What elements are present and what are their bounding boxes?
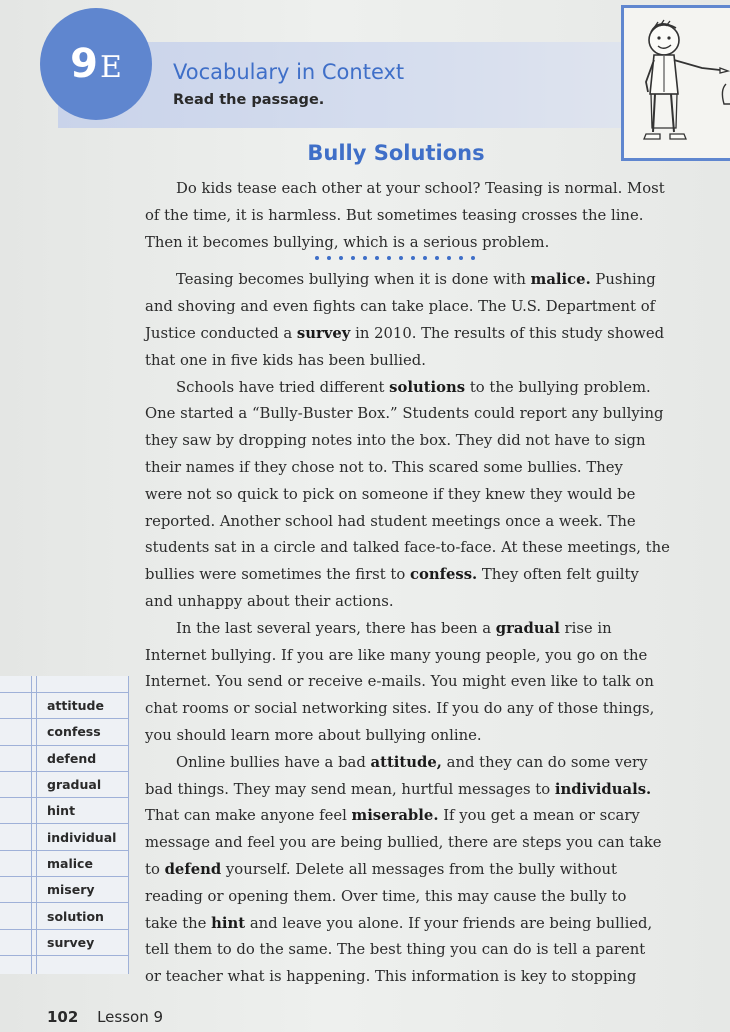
cartoon-boy-pointing-icon: [624, 8, 730, 148]
word-bank-item: confess: [0, 719, 128, 745]
passage-line: That can make anyone feel miserable. If you get a mean or scary: [145, 807, 640, 825]
passage-line: reading or opening them. Over time, this may cause the bully to: [145, 887, 627, 905]
vocab-word: defend: [164, 860, 222, 878]
badge-letter: E: [99, 49, 122, 85]
vocab-word: confess.: [409, 566, 478, 584]
passage-line: of the time, it is harmless. But sometimes teasing crosses the line.: [145, 206, 644, 224]
passage-line: chat rooms or social networking sites. If you do any of those things,: [145, 700, 655, 718]
passage-line: bad things. They may send mean, hurtful messages to individuals.: [145, 780, 652, 798]
vocab-word: attitude,: [370, 753, 442, 771]
cartoon-illustration: [621, 5, 730, 161]
passage-line: take the hint and leave you alone. If your friends are being bullied,: [145, 914, 653, 932]
passage-line: Then it becomes bullying, which is a serious problem.: [145, 233, 550, 251]
passage-line: Justice conducted a survey in 2010. The results of this study showed: [145, 324, 665, 342]
vocab-word: malice.: [530, 271, 591, 289]
word-bank-item: solution: [0, 903, 128, 929]
passage-body: [145, 176, 675, 991]
passage-line: that one in five kids has been bullied.: [145, 351, 426, 369]
word-bank-item: attitude: [0, 693, 128, 719]
passage-line: One started a “Bully-Buster Box.” Students could report any bullying: [145, 405, 664, 423]
lesson-label: Lesson 9: [97, 1008, 164, 1026]
passage-line: In the last several years, there has been a gradual rise in: [176, 619, 612, 637]
section-title: Vocabulary in Context: [173, 60, 405, 84]
word-bank-item: misery: [0, 877, 128, 903]
passage-line: Online bullies have a bad attitude, and they can do some very: [176, 753, 648, 771]
passage-line: Internet bullying. If you are like many young people, you go on the: [145, 646, 648, 664]
passage-line: Schools have tried different solutions to the bullying problem.: [176, 378, 651, 396]
word-bank-item: defend: [0, 746, 128, 772]
passage-line: students sat in a circle and talked face-to-face. At these meetings, the: [145, 539, 670, 557]
passage-line: Internet. You send or receive e-mails. You might even like to talk on: [145, 673, 654, 691]
passage-line: their names if they chose not to. This scared some bullies. They: [145, 458, 623, 476]
vocab-word: hint: [211, 914, 246, 932]
vocab-word: individuals.: [554, 780, 652, 798]
passage-title: Bully Solutions: [307, 141, 485, 165]
passage-line: were not so quick to pick on someone if they knew they would be: [145, 485, 636, 503]
passage-line: Do kids tease each other at your school? Teasing is normal. Most: [176, 180, 665, 197]
lesson-badge: [40, 8, 152, 120]
passage-line: reported. Another school had student meetings once a week. The: [145, 512, 636, 530]
vocab-word: solutions: [389, 378, 466, 396]
passage-line: and shoving and even fights can take place. The U.S. Department of: [145, 298, 656, 316]
passage-line: tell them to do the same. The best thing you can do is tell a parent: [145, 941, 646, 959]
passage-line: or teacher what is happening. This information is key to stopping: [145, 968, 637, 986]
word-bank-item: gradual: [0, 772, 128, 798]
passage-line: message and feel you are being bullied, there are steps you can take: [145, 834, 662, 852]
word-bank: [0, 676, 129, 974]
word-bank-item: individual: [0, 824, 128, 850]
word-bank-item: malice: [0, 851, 128, 877]
passage-line: they saw by dropping notes into the box. They did not have to sign: [145, 432, 646, 450]
passage-line: you should learn more about bullying online.: [145, 726, 482, 744]
passage-line: to defend yourself. Delete all messages from the bully without: [145, 860, 617, 878]
word-bank-item: hint: [0, 798, 128, 824]
page-number: 102: [47, 1008, 79, 1026]
passage-line: and unhappy about their actions.: [145, 592, 394, 610]
vocab-word: gradual: [495, 619, 560, 637]
vocab-word: miserable.: [351, 807, 439, 825]
word-bank-item: survey: [0, 930, 128, 956]
vocab-word: survey: [296, 324, 351, 342]
badge-number: 9: [70, 41, 98, 87]
instruction-text: Read the passage.: [173, 92, 325, 108]
passage-line: bullies were sometimes the first to confess. They often felt guilty: [145, 566, 639, 584]
passage-line: Teasing becomes bullying when it is done with malice. Pushing: [176, 271, 656, 289]
page-footer: [47, 1008, 163, 1026]
